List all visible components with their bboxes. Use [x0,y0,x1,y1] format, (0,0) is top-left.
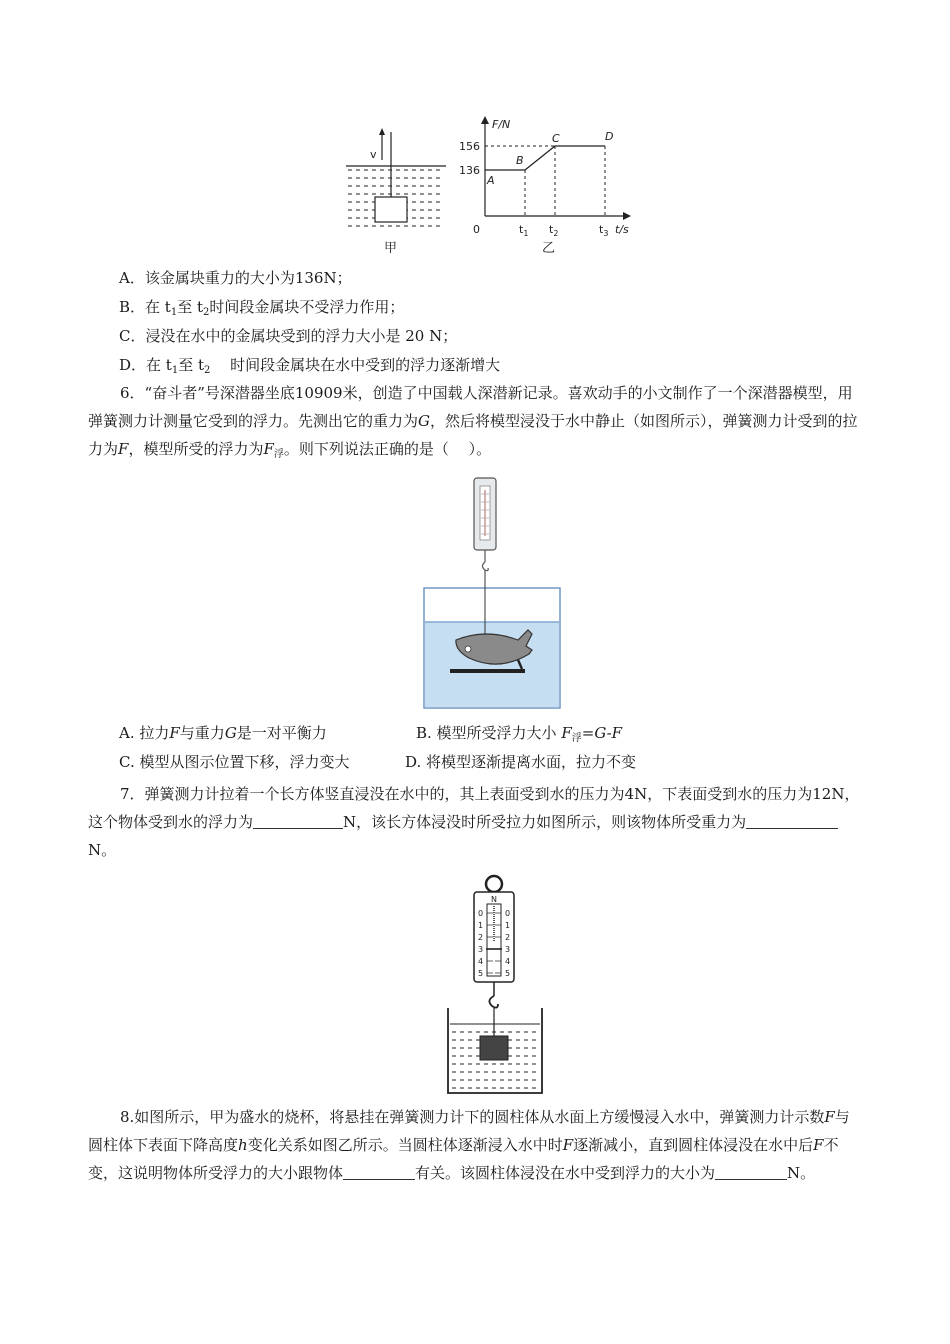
answer-blank-buoyancy[interactable] [253,812,343,829]
figure-q6-submarine [420,472,565,712]
series-line [485,146,605,170]
point-label-a: A [487,174,495,187]
tick-label-156: 156 [459,140,480,153]
caption-jia: 甲 [384,241,398,256]
submarine-porthole [465,646,471,652]
scale-hook-icon [483,562,489,571]
scale-num-left-1: 1 [478,921,484,930]
figure-q7-spring-scale [440,872,550,1097]
tick-label-t2: $t_2$ [549,223,559,238]
figure-jia [340,118,450,258]
submerged-block [480,1036,508,1060]
scale-num-right-2: 2 [505,933,511,942]
y-axis-label: F/N [492,118,511,131]
hook-icon [489,996,498,1008]
origin-label: 0 [473,223,480,236]
point-label-c: C [552,132,560,145]
point-label-d: D [605,130,614,143]
x-axis-label: t/s [615,223,629,236]
arrow-head-icon [379,128,385,135]
answer-blank-weight[interactable] [746,812,838,829]
answer-blank-buoyancy-q8[interactable] [715,1163,787,1180]
tick-label-136: 136 [459,164,480,177]
scale-num-left-4: 4 [478,957,484,966]
q5-option-c: C．浸没在水中的金属块受到的浮力大小是 20 N； [119,327,458,345]
tick-label-t3: $t_3$ [599,223,609,238]
q5-option-b: B．在 $t_1$至 $t_2$时间段金属块不受浮力作用； [119,298,405,318]
velocity-label: v [370,148,377,161]
y-axis-arrow-icon [481,116,489,124]
scale-ring-icon [486,876,502,892]
q6-option-b: B. 模型所受浮力大小 $F_浮=G-F$ [416,724,623,744]
scale-num-left-3: 3 [478,945,484,954]
q5-option-d: D．在 $t_1$至 $t_2$ 时间段金属块在水中受到的浮力逐渐增大 [119,356,501,376]
scale-num-left-2: 2 [478,933,484,942]
point-label-b: B [516,154,524,167]
scale-unit-label: N [491,895,497,904]
q6-option-c: C. 模型从图示位置下移，浮力变大 [119,753,350,771]
q6-stem: 6．“奋斗者”号深潜器坐底10909米，创造了中国载人深潜新记录。喜欢动手的小文制作了一个深潜器模型，用弹簧测力计测量它受到的浮力。先测出它的重力为G，然后将模型浸没于水中静止（如图所示），弹簧测力计受到的拉力为F，模型所受的浮力为$F_浮$。则下列说法正确的是（ ）。 [88,384,858,460]
scale-num-left-0: 0 [478,909,484,918]
q6-option-d: D. 将模型逐渐提离水面，拉力不变 [405,753,637,771]
scale-num-right-1: 1 [505,921,511,930]
q8-stem: 8.如图所示，甲为盛水的烧杯，将悬挂在弹簧测力计下的圆柱体从水面上方缓慢浸入水中，弹簧测力计示数F与圆柱体下表面下降高度h变化关系如图乙所示。当圆柱体逐渐浸入水中时F逐渐减小，直到圆柱体浸没在水中后F不变，这说明物体所受浮力的大小跟物体 有关。该圆柱体浸没在水中受到浮力的大小为 N。 [88,1108,850,1182]
tick-label-t1: $t_1$ [519,223,529,238]
scale-num-right-3: 3 [505,945,511,954]
q6-option-a: A. 拉力F与重力G是一对平衡力 [119,724,327,742]
figure-yi-graph [455,112,640,260]
model-stand [450,669,525,673]
scale-num-right-5: 5 [505,969,511,978]
scale-num-right-4: 4 [505,957,511,966]
caption-yi: 乙 [542,241,556,256]
scale-num-right-0: 0 [505,909,511,918]
scale-num-left-5: 5 [478,969,484,978]
answer-blank-related[interactable] [343,1163,415,1180]
x-axis-arrow-icon [623,212,631,220]
metal-block [375,197,407,222]
q5-option-a: A．该金属块重力的大小为136N； [119,269,352,287]
q7-stem: 7．弹簧测力计拉着一个长方体竖直浸没在水中的，其上表面受到水的压力为4N，下表面受到水的压力为12N，这个物体受到水的浮力为 N，该长方体浸没时所受拉力如图所示，则该物体所受重力为N。 [88,785,860,859]
